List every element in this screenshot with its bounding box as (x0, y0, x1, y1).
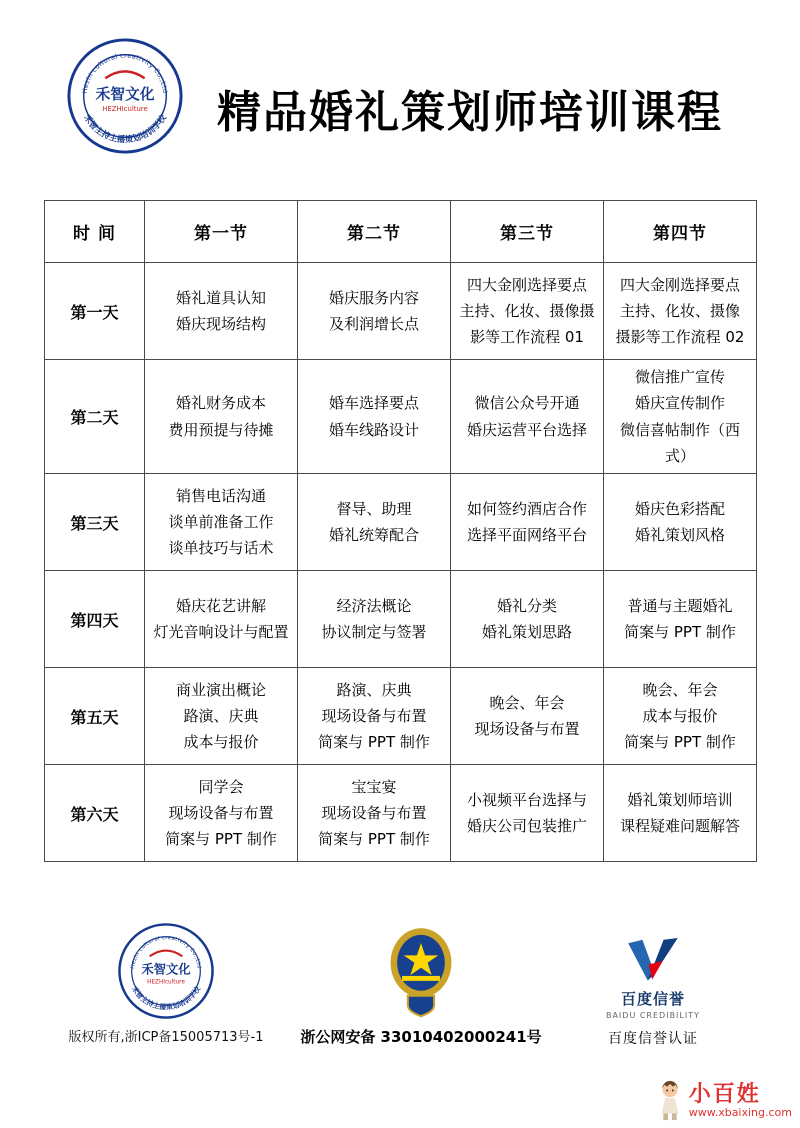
table-row-day6 (45, 765, 757, 862)
course-cell: 微信推广宣传 婚庆宣传制作 微信喜帖制作（西式） (604, 360, 757, 474)
baidu-en-text: BAIDU CREDIBILITY (605, 1011, 701, 1020)
logo-ring-top-text: Hezhi cultural creativity Co.,Ltd (130, 935, 202, 970)
course-cell: 婚庆色彩搭配 婚礼策划风格 (604, 474, 757, 571)
logo-ring-bottom-text: 禾智主持主播策划培训学校 (129, 984, 203, 1012)
course-cell: 宝宝宴 现场设备与布置 简案与 PPT 制作 (298, 765, 451, 862)
watermark-name: 小百姓 (688, 1081, 761, 1107)
course-cell: 婚庆花艺讲解 灯光音响设计与配置 (145, 571, 298, 668)
mascot-icon (655, 1080, 685, 1122)
police-badge-icon (384, 924, 458, 1018)
course-cell: 四大金刚选择要点 主持、化妆、摄像 摄影等工作流程 02 (604, 263, 757, 360)
baidu-name-text: 百度信誉 (620, 990, 685, 1008)
course-cell: 销售电话沟通 谈单前准备工作 谈单技巧与话术 (145, 474, 298, 571)
baidu-credibility-icon (624, 938, 682, 984)
header-section-1: 第一节 (145, 201, 298, 263)
company-logo (66, 36, 184, 156)
course-cell: 婚礼分类 婚礼策划思路 (451, 571, 604, 668)
course-cell: 婚礼道具认知 婚庆现场结构 (145, 263, 298, 360)
table-row-day2 (45, 360, 757, 474)
company-logo-icon (66, 36, 184, 156)
table-row-day1 (45, 263, 757, 360)
day-label: 第一天 (45, 263, 145, 360)
watermark-url: www.xbaixing.com (688, 1106, 792, 1120)
header-section-4: 第四节 (604, 201, 757, 263)
baidu-credibility-block (592, 938, 714, 1020)
watermark (655, 1080, 792, 1122)
day-label: 第四天 (45, 571, 145, 668)
logo-ring-bottom-text: 禾智主持主播策划培训学校 (82, 112, 168, 145)
day-label: 第六天 (45, 765, 145, 862)
course-cell: 微信公众号开通 婚庆运营平台选择 (451, 360, 604, 474)
footer-company-logo (117, 922, 215, 1020)
logo-ring-top-text: Hezhi cultural creativity Co.,Ltd (80, 51, 170, 94)
course-cell: 婚车选择要点 婚车线路设计 (298, 360, 451, 474)
course-cell: 四大金刚选择要点 主持、化妆、摄像摄 影等工作流程 01 (451, 263, 604, 360)
copyright-text: 版权所有,浙ICP备15005713号-1 (68, 1030, 264, 1045)
course-cell: 督导、助理 婚礼统筹配合 (298, 474, 451, 571)
course-cell: 普通与主题婚礼 简案与 PPT 制作 (604, 571, 757, 668)
table-row-day5 (45, 668, 757, 765)
page-title: 精品婚礼策划师培训课程 (217, 87, 723, 138)
course-cell: 婚庆服务内容 及利润增长点 (298, 263, 451, 360)
table-row-day3 (45, 474, 757, 571)
course-cell: 经济法概论 协议制定与签署 (298, 571, 451, 668)
course-cell: 晚会、年会 成本与报价 简案与 PPT 制作 (604, 668, 757, 765)
baidu-cert-text: 百度信誉认证 (608, 1031, 698, 1047)
course-cell: 商业演出概论 路演、庆典 成本与报价 (145, 668, 298, 765)
day-label: 第二天 (45, 360, 145, 474)
logo-subname-text: HEZHIculture (147, 979, 185, 986)
course-schedule-table (44, 200, 757, 862)
course-cell: 路演、庆典 现场设备与布置 简案与 PPT 制作 (298, 668, 451, 765)
course-cell: 婚礼策划师培训 课程疑难问题解答 (604, 765, 757, 862)
header-time: 时 间 (45, 201, 145, 263)
logo-name-text: 禾智文化 (95, 85, 155, 103)
course-cell: 晚会、年会 现场设备与布置 (451, 668, 604, 765)
table-row-day4 (45, 571, 757, 668)
watermark-link[interactable] (689, 1083, 792, 1119)
header-section-2: 第二节 (298, 201, 451, 263)
course-cell: 婚礼财务成本 费用预提与待摊 (145, 360, 298, 474)
logo-name-text: 禾智文化 (141, 962, 191, 977)
day-label: 第五天 (45, 668, 145, 765)
course-cell: 同学会 现场设备与布置 简案与 PPT 制作 (145, 765, 298, 862)
header-section-3: 第三节 (451, 201, 604, 263)
logo-subname-text: HEZHIculture (102, 104, 148, 113)
course-cell: 如何签约酒店合作 选择平面网络平台 (451, 474, 604, 571)
day-label: 第三天 (45, 474, 145, 571)
police-record-text: 浙公网安备 33010402000241号 (300, 1028, 542, 1046)
table-header-row (45, 201, 757, 263)
footer-company-logo-icon (117, 922, 215, 1020)
course-cell: 小视频平台选择与 婚庆公司包装推广 (451, 765, 604, 862)
